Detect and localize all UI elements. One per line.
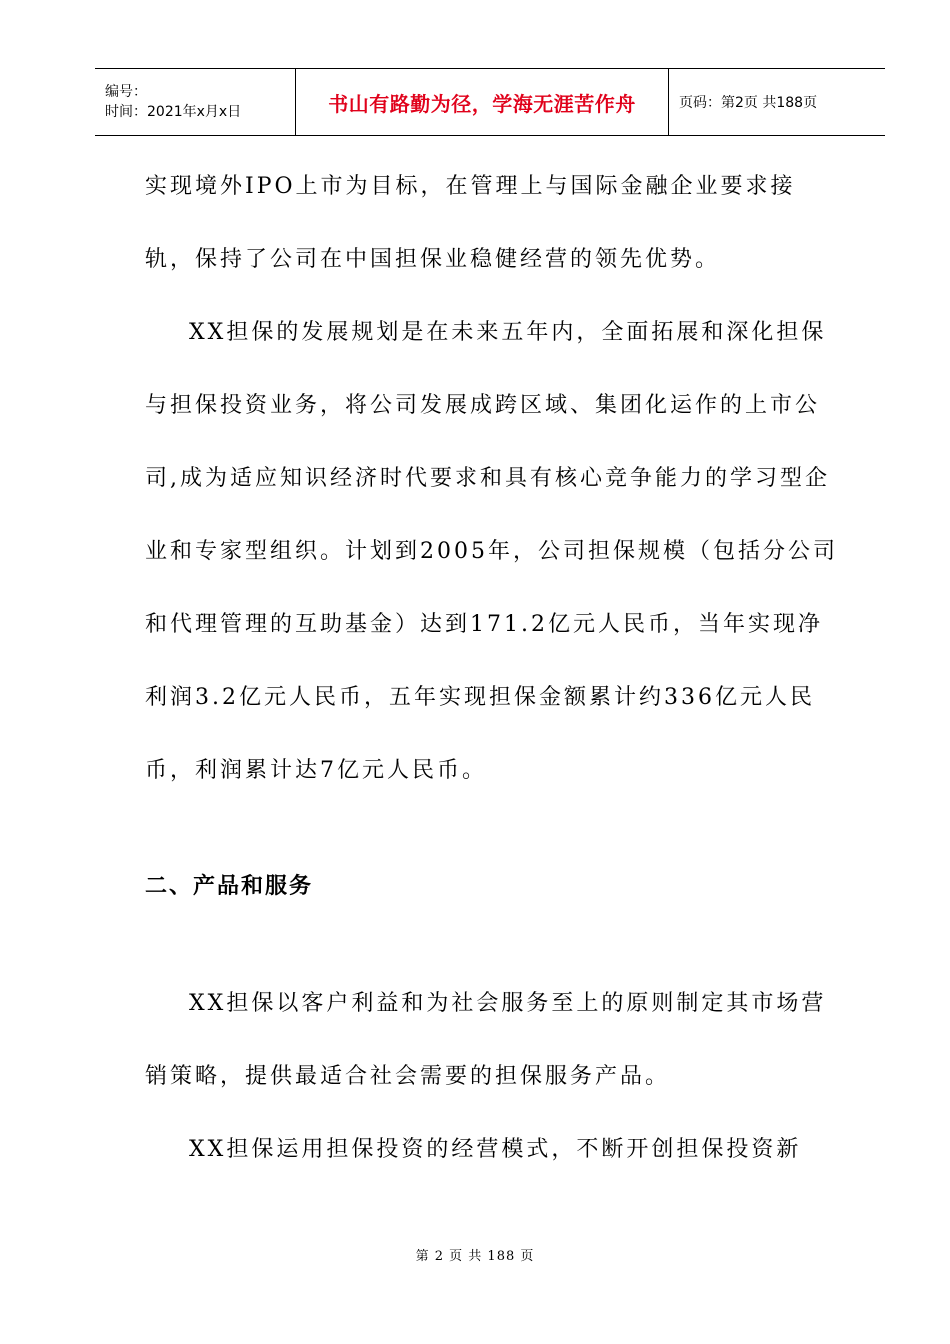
header-page-info [669,69,885,135]
page-footer [0,1245,950,1264]
paragraph-marketing-strategy: XX担保以客户利益和为社会服务至上的原则制定其市场营销策略，提供最适合社会需要的担保服务产品。 [145,991,827,1089]
serial-number-label: 编号： [105,84,147,100]
paragraph-business-model: XX担保运用担保投资的经营模式，不断开创担保投资新 [189,1137,802,1162]
motto-text: 书山有路勤为径，学海无涯苦作舟 [328,91,636,116]
paragraph-continuation: 实现境外IPO上市为目标，在管理上与国际金融企业要求接轨，保持了公司在中国担保业稳健经营的领先优势。 [145,174,796,272]
date-label: 时间：2021年x月x日 [105,104,242,120]
paragraph-development-plan: XX担保的发展规划是在未来五年内，全面拓展和深化担保与担保投资业务，将公司发展成跨区域、集团化运作的上市公司,成为适应知识经济时代要求和具有核心竞争能力的学习型企业和专家型组织。计划到2005年，公司担保规模（包括分公司和代理管理的互助基金）达到171.2亿元人民币，当年实现净利润3.2亿元人民币，五年实现担保金额累计约336亿元人民币，利润累计达7亿元人民币。 [145,320,838,783]
page-info-text: 页码：第2页 共188页 [679,95,818,111]
section-heading-products-services: 二、产品和服务 [145,874,314,899]
document-body [145,150,845,1186]
header-meta-cell [95,69,296,135]
document-header [95,68,885,136]
footer-page-number: 第 2 页 共 188 页 [415,1249,535,1264]
header-motto [296,69,669,135]
